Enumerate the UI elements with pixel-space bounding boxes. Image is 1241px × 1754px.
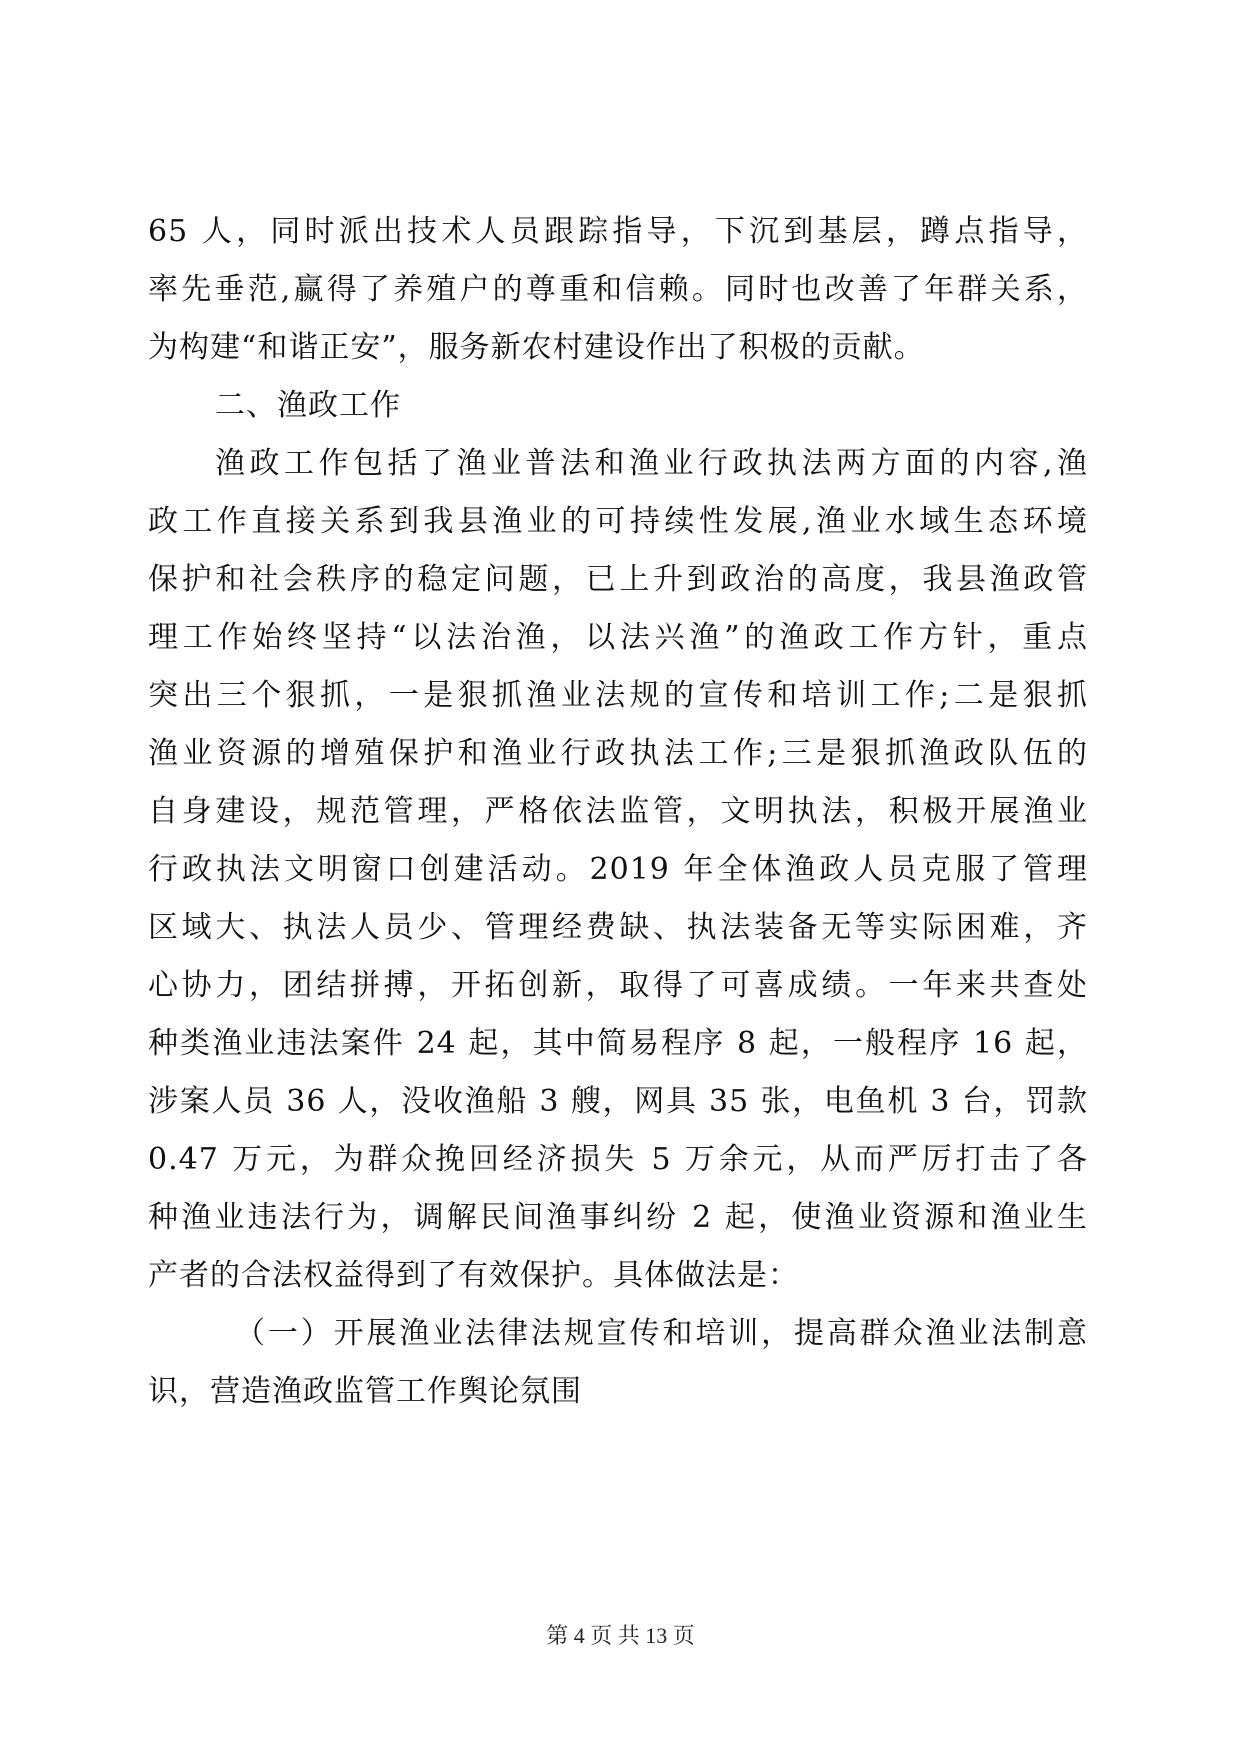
paragraph-3-line-8: 行政执法文明窗口创建活动。2019 年全体渔政人员克服了管理	[148, 852, 1088, 887]
paragraph-3-line-14: 种渔业违法行为，调解民间渔事纠纷 2 起，使渔业资源和渔业生	[148, 1200, 1088, 1235]
subsection-heading-line-1: （一）开展渔业法律法规宣传和培训，提高群众渔业法制意	[235, 1316, 1088, 1351]
paragraph-3-line-4: 理工作始终坚持“以法治渔，以法兴渔”的渔政工作方针，重点	[148, 620, 1088, 655]
paragraph-1-line-3: 为构建“和谐正安”，服务新农村建设作出了积极的贡献。	[148, 330, 925, 365]
paragraph-3-line-10: 心协力，团结拼搏，开拓创新，取得了可喜成绩。一年来共查处	[148, 968, 1088, 1003]
section-heading: 二、渔政工作	[215, 388, 401, 423]
paragraph-3-line-6: 渔业资源的增殖保护和渔业行政执法工作;三是狠抓渔政队伍的	[148, 736, 1088, 771]
paragraph-3-line-12: 涉案人员 36 人，没收渔船 3 艘，网具 35 张，电鱼机 3 台，罚款	[148, 1084, 1088, 1119]
subsection-heading-line-2: 识，营造渔政监管工作舆论氛围	[148, 1374, 582, 1409]
paragraph-3-line-5: 突出三个狠抓，一是狠抓渔业法规的宣传和培训工作;二是狠抓	[148, 678, 1088, 713]
paragraph-3-line-1: 渔政工作包括了渔业普法和渔业行政执法两方面的内容,渔	[215, 446, 1088, 481]
paragraph-3-line-3: 保护和社会秩序的稳定问题，已上升到政治的高度，我县渔政管	[148, 562, 1088, 597]
paragraph-3-line-11: 种类渔业违法案件 24 起，其中简易程序 8 起，一般程序 16 起，	[148, 1026, 1088, 1061]
paragraph-3-line-15: 产者的合法权益得到了有效保护。具体做法是：	[148, 1258, 799, 1293]
paragraph-3-line-13: 0.47 万元，为群众挽回经济损失 5 万余元，从而严厉打击了各	[148, 1142, 1088, 1177]
paragraph-3-line-2: 政工作直接关系到我县渔业的可持续性发展,渔业水域生态环境	[148, 504, 1088, 539]
paragraph-1-line-1: 65 人，同时派出技术人员跟踪指导，下沉到基层，蹲点指导，	[148, 214, 1088, 249]
paragraph-3-line-9: 区域大、执法人员少、管理经费缺、执法装备无等实际困难，齐	[148, 910, 1088, 945]
paragraph-1-line-2: 率先垂范,赢得了养殖户的尊重和信赖。同时也改善了年群关系，	[148, 272, 1088, 307]
page-number-footer: 第 4 页 共 13 页	[546, 1623, 695, 1648]
paragraph-3-line-7: 自身建设，规范管理，严格依法监管，文明执法，积极开展渔业	[148, 794, 1088, 829]
